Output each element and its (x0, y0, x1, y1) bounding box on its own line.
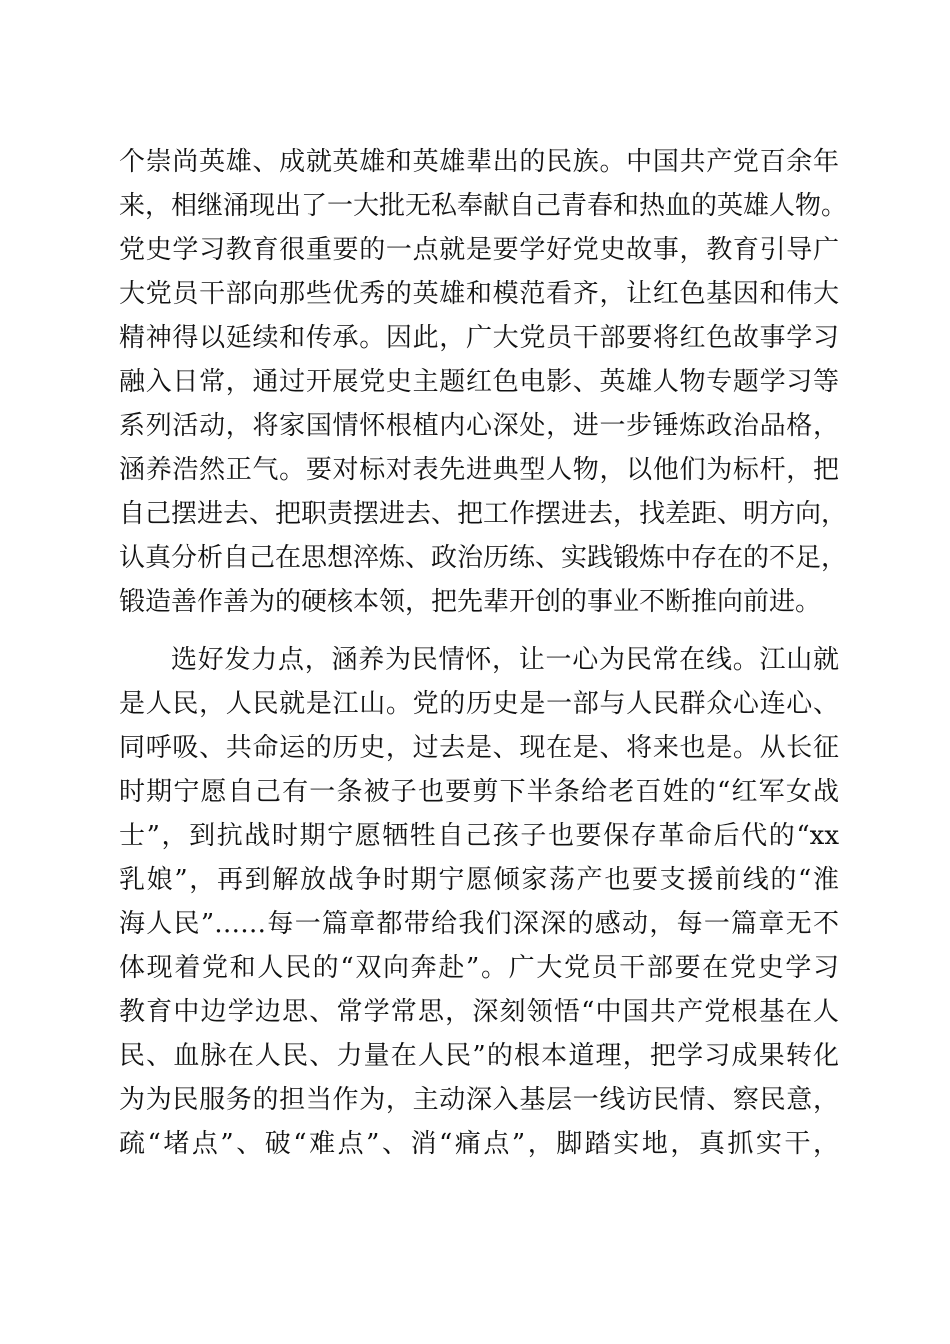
paragraph-people (119, 638, 839, 1166)
text-line: 个崇尚英雄、成就英雄和英雄辈出的民族。中国共产党百余年 (119, 147, 839, 177)
text-line: 同呼吸、共命运的历史，过去是、现在是、将来也是。从长征 (119, 733, 839, 763)
text-line: 系列活动，将家国情怀根植内心深处，进一步锤炼政治品格， (119, 411, 839, 441)
text-line: 融入日常，通过开展党史主题红色电影、英雄人物专题学习等 (119, 367, 839, 397)
text-line: 自己摆进去、把职责摆进去、把工作摆进去，找差距、明方向， (119, 499, 848, 529)
text-line: 民、血脉在人民、力量在人民”的根本道理，把学习成果转化 (119, 1041, 839, 1071)
text-line-first: 选好发力点，涵养为民情怀，让一心为民常在线。江山就 (171, 645, 839, 675)
text-line: 来，相继涌现出了一大批无私奉献自己青春和热血的英雄人物。 (119, 191, 848, 221)
text-line: 时期宁愿自己有一条被子也要剪下半条给老百姓的“红军女战 (119, 777, 839, 807)
text-line: 海人民”……每一篇章都带给我们深深的感动，每一篇章无不 (119, 909, 839, 939)
text-line: 锻造善作善为的硬核本领，把先辈开创的事业不断推向前进。 (119, 587, 822, 617)
text-line: 为为民服务的担当作为，主动深入基层一线访民情、察民意， (119, 1085, 839, 1115)
text-line: 党史学习教育很重要的一点就是要学好党史故事，教育引导广 (119, 235, 839, 265)
text-line: 涵养浩然正气。要对标对表先进典型人物，以他们为标杆，把 (119, 455, 839, 485)
text-line: 教育中边学边思、常学常思，深刻领悟“中国共产党根基在人 (119, 997, 839, 1027)
text-line: 大党员干部向那些优秀的英雄和模范看齐，让红色基因和伟大 (119, 279, 839, 309)
paragraph-heroes (119, 140, 848, 624)
text-line: 认真分析自己在思想淬炼、政治历练、实践锻炼中存在的不足， (119, 543, 848, 573)
text-line: 士”，到抗战时期宁愿牺牲自己孩子也要保存革命后代的“xx (119, 821, 839, 851)
text-line: 是人民，人民就是江山。党的历史是一部与人民群众心连心、 (119, 689, 839, 719)
text-line: 精神得以延续和传承。因此，广大党员干部要将红色故事学习 (119, 323, 839, 353)
text-line: 体现着党和人民的“双向奔赴”。广大党员干部要在党史学习 (119, 953, 839, 983)
text-line: 疏“堵点”、破“难点”、消“痛点”，脚踏实地，真抓实干， (119, 1129, 839, 1159)
text-line: 乳娘”，再到解放战争时期宁愿倾家荡产也要支援前线的“淮 (119, 865, 839, 895)
